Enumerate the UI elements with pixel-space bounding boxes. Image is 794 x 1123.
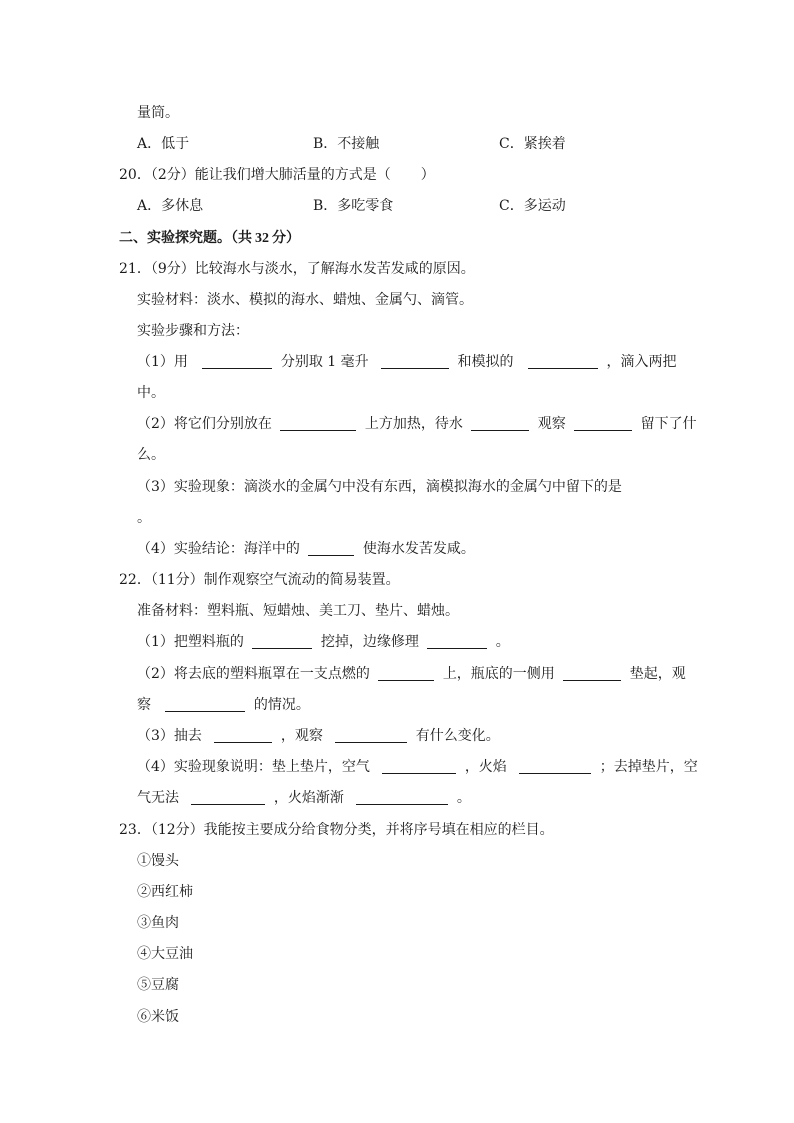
- q23-food-item-1: ①馒头: [137, 853, 179, 869]
- q21-s4-text-b: 使海水发苦发咸。: [362, 541, 475, 557]
- q21-step-3: （3）实验现象：滴淡水的金属勺中没有东西，滴模拟海水的金属勺中留下的是: [137, 479, 622, 495]
- q21-step-2: [137, 414, 697, 434]
- q22-s4-text-b: ，火焰: [464, 759, 507, 775]
- q22-s4-text-d: 气无法: [137, 790, 179, 806]
- q21-s1-continued: 中。: [137, 385, 165, 401]
- q21-step-1: [137, 352, 676, 372]
- q20-stem: [119, 165, 435, 185]
- q21-steps-title: 实验步骤和方法：: [137, 323, 249, 339]
- q20-option-c: C．多运动: [499, 198, 566, 214]
- q21-s2-text-b: 上方加热，待水: [364, 416, 463, 432]
- q23-food-item-6: ⑥米饭: [137, 1009, 179, 1025]
- q22-s2-text-d: 察: [137, 697, 151, 713]
- q21-s1-text-d: ，滴入两把: [606, 354, 677, 370]
- q23-food-item-5: ⑤豆腐: [137, 977, 179, 993]
- q21-s1-blank-3[interactable]: [528, 353, 598, 369]
- q22-step-3: [137, 726, 500, 746]
- q22-s2-text-c: 垫起，观: [629, 666, 686, 682]
- q22-s1-text-c: 。: [495, 634, 510, 650]
- q21-s4-text-a: （4）实验结论：海洋中的: [137, 541, 300, 557]
- q22-s3-text-a: （3）抽去: [137, 728, 202, 744]
- q20-stem-suffix: ）: [420, 167, 435, 183]
- q22-s4-text-c: ；去掉垫片，空: [599, 759, 698, 775]
- q22-s4-blank-4[interactable]: [356, 789, 448, 805]
- q22-s2-text-a: （2）将去底的塑料瓶罩在一支点燃的: [137, 666, 370, 682]
- q22-s4-blank-2[interactable]: [519, 758, 591, 774]
- q22-s3-blank-1[interactable]: [214, 727, 272, 743]
- q22-s1-blank-1[interactable]: [252, 633, 312, 649]
- q21-s2-blank-2[interactable]: [471, 415, 529, 431]
- q21-s1-text-c: 和模拟的: [457, 354, 514, 370]
- q21-s1-blank-2[interactable]: [381, 353, 449, 369]
- q21-stem: 21．（9分）比较海水与淡水，了解海水发苦发咸的原因。: [119, 261, 475, 277]
- q21-s1-text-b: 分别取 1 毫升: [280, 354, 369, 370]
- q20-option-a: A．多休息: [137, 198, 204, 214]
- q20-stem-prefix: 20．（2分）能让我们增大肺活量的方式是（: [119, 167, 391, 183]
- q21-materials: 实验材料：淡水、模拟的海水、蜡烛、金属勺、滴管。: [137, 292, 473, 308]
- q23-food-item-4: ④大豆油: [137, 946, 193, 962]
- q22-s3-blank-2[interactable]: [335, 727, 407, 743]
- q22-s1-blank-2[interactable]: [427, 633, 487, 649]
- q22-s2-continued: [137, 695, 310, 715]
- q21-s1-blank-1[interactable]: [202, 353, 272, 369]
- q22-s3-text-c: 有什么变化。: [415, 728, 500, 744]
- q22-materials: 准备材料：塑料瓶、短蜡烛、美工刀、垫片、蜡烛。: [137, 603, 459, 619]
- q19-tail-text: 量筒。: [137, 105, 179, 121]
- q19-option-c: C．紧挨着: [499, 136, 566, 152]
- q22-s4-text-f: 。: [456, 790, 471, 806]
- q23-stem: 23．（12分）我能按主要成分给食物分类，并将序号填在相应的栏目。: [119, 822, 554, 838]
- q22-s4-blank-1[interactable]: [382, 758, 456, 774]
- q22-s1-text-a: （1）把塑料瓶的: [137, 634, 244, 650]
- q22-s1-text-b: 挖掉，边缘修理: [320, 634, 419, 650]
- q21-s3-continued: 。: [137, 510, 151, 526]
- q21-s2-blank-3[interactable]: [574, 415, 632, 431]
- q21-s1-text-a: （1）用: [137, 354, 188, 370]
- q22-s2-text-e: 的情况。: [253, 697, 310, 713]
- q22-stem: 22．（11分）制作观察空气流动的简易装置。: [119, 572, 400, 588]
- q21-s2-blank-1[interactable]: [280, 415, 356, 431]
- q22-step-1: [137, 632, 510, 652]
- q21-s2-text-c: 观察: [537, 416, 566, 432]
- q19-option-b: B．不接触: [313, 136, 380, 152]
- q22-s4-text-e: ，火焰渐渐: [273, 790, 344, 806]
- q22-s2-text-b: 上，瓶底的一侧用: [442, 666, 555, 682]
- q21-step-4: [137, 539, 475, 559]
- q21-s4-blank-1[interactable]: [308, 540, 354, 556]
- section-2-score: 32: [255, 231, 269, 246]
- section-2-title-b: 分）: [272, 230, 300, 246]
- q22-s4-text-a: （4）实验现象说明：垫上垫片，空气: [137, 759, 370, 775]
- q21-s2-text-d: 留下了什: [640, 416, 697, 432]
- q22-s3-text-b: ，观察: [280, 728, 323, 744]
- q23-food-item-2: ②西红柿: [137, 884, 193, 900]
- q21-s2-text-a: （2）将它们分别放在: [137, 416, 272, 432]
- section-2-heading: [119, 228, 300, 249]
- q22-s4-continued: [137, 788, 471, 808]
- q22-step-2: [137, 664, 686, 684]
- q20-option-b: B．多吃零食: [313, 198, 394, 214]
- q23-food-item-3: ③鱼肉: [137, 915, 179, 931]
- q22-step-4: [137, 757, 698, 777]
- section-2-title-a: 二、实验探究题。（共: [119, 230, 252, 246]
- q22-s2-blank-3[interactable]: [165, 696, 245, 712]
- q22-s2-blank-2[interactable]: [563, 665, 621, 681]
- q22-s2-blank-1[interactable]: [378, 665, 434, 681]
- q19-option-a: A．低于: [137, 136, 190, 152]
- q22-s4-blank-3[interactable]: [191, 789, 265, 805]
- q21-s2-continued: 么。: [137, 447, 165, 463]
